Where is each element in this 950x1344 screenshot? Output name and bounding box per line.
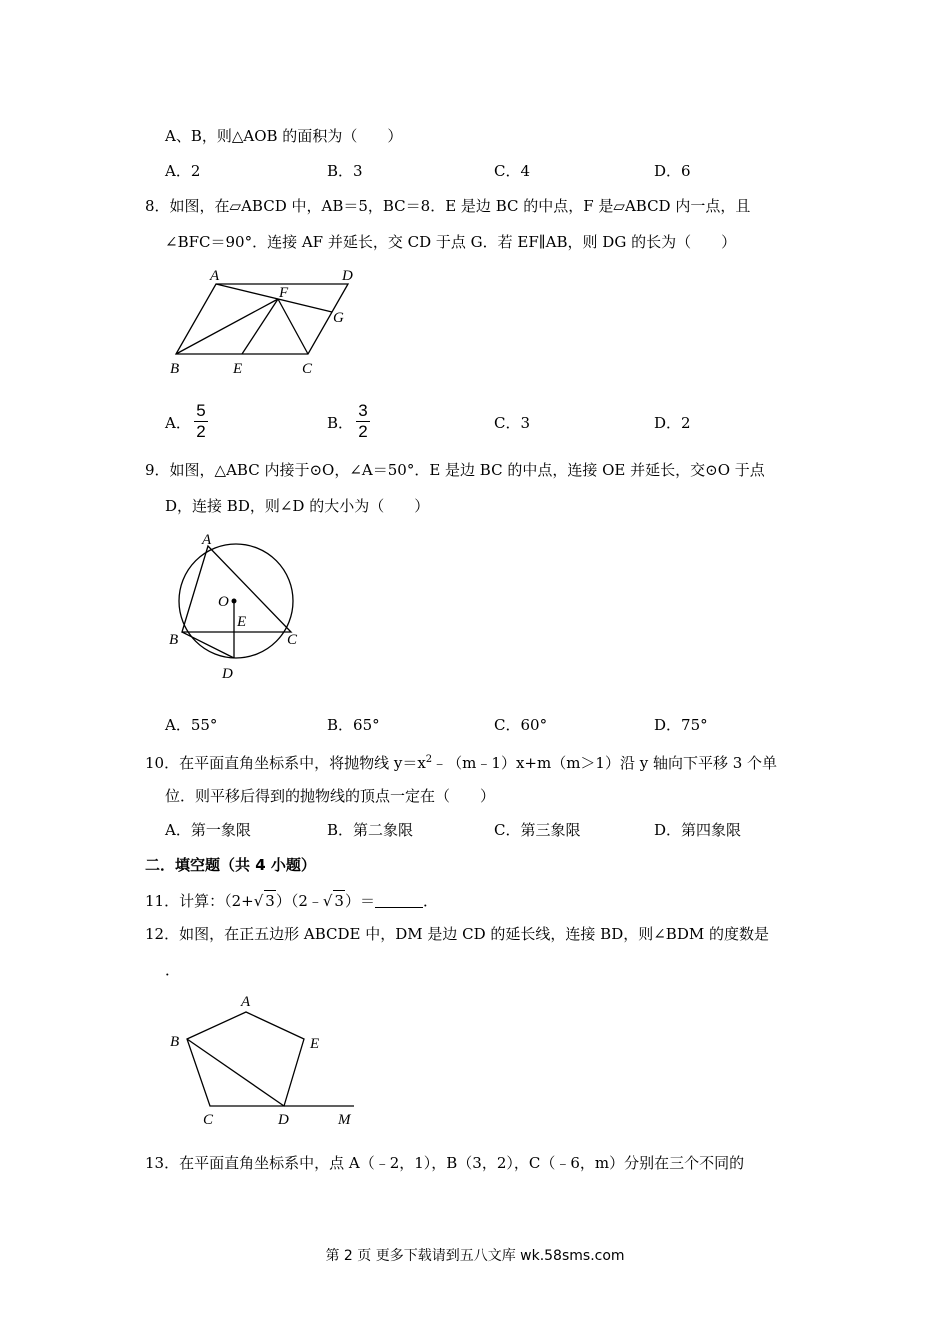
q9-label-a: A (202, 532, 212, 548)
q9-label-d: D (222, 666, 233, 682)
q8-label-a: A (210, 268, 220, 284)
q12-label-m: M (338, 1112, 351, 1128)
q9-option-d: D．75° (654, 716, 708, 734)
q7-text: A、B，则△AOB 的面积为（ ） (165, 127, 403, 145)
q10-option-b: B．第二象限 (327, 821, 414, 839)
fraction-numerator: 5 (196, 401, 206, 420)
q8-option-a-letter: A． (165, 414, 191, 432)
q10-option-a: A．第一象限 (165, 821, 251, 839)
q10-line1 (145, 750, 777, 773)
q9-label-b: B (169, 632, 179, 648)
q11-part2: ）（2﹣ (275, 892, 323, 910)
q7-option-d: D．6 (654, 162, 691, 180)
q13-line1: 13．在平面直角坐标系中，点 A（﹣2，1），B（3，2），C（﹣6，m）分别在三个不同的 (145, 1154, 745, 1172)
q8-label-b: B (170, 361, 180, 377)
fraction-denominator: 2 (196, 422, 206, 441)
q8-label-g: G (333, 310, 344, 326)
q10-line2: 位．则平移后得到的抛物线的顶点一定在（ ） (165, 787, 496, 805)
q10-option-d: D．第四象限 (654, 821, 742, 839)
q7-option-b: B．3 (327, 162, 363, 180)
page-footer: 第 2 页 更多下载请到五八文库 wk.58sms.com (325, 1248, 625, 1264)
q9-line2: D，连接 BD，则∠D 的大小为（ ） (165, 497, 430, 515)
q7-option-a: A．2 (165, 162, 201, 180)
q8-label-e: E (233, 361, 243, 377)
q7-option-c: C．4 (494, 162, 531, 180)
q8-option-b-fraction (356, 402, 370, 441)
q9-label-e: E (237, 614, 247, 630)
q11-part1: 11．计算：（2+ (145, 892, 254, 910)
sqrt-icon: √ (322, 892, 333, 910)
q11-end: ． (422, 892, 438, 910)
q8-option-a-fraction (194, 402, 208, 441)
q12-line2: ． (165, 961, 181, 979)
q10-option-c: C．第三象限 (494, 821, 581, 839)
q12-line1: 12．如图，在正五边形 ABCDE 中，DM 是边 CD 的延长线，连接 BD，则∠BDM 的度数是 (145, 925, 769, 943)
q10-exponent: 2 (425, 754, 433, 765)
q11-radicand-1: 3 (265, 892, 275, 910)
q8-parallelogram-figure (160, 262, 370, 382)
fraction-numerator: 3 (358, 401, 368, 420)
q9-option-a: A．55° (165, 716, 218, 734)
q8-line1: 8．如图，在▱ABCD 中，AB＝5，BC＝8．E 是边 BC 的中点，F 是▱ABCD 内一点，且 (145, 197, 751, 215)
q8-line2: ∠BFC＝90°．连接 AF 并延长，交 CD 于点 G．若 EF∥AB，则 DG 的长为（ ） (165, 233, 737, 251)
q12-label-b: B (170, 1034, 180, 1050)
q8-option-c: C．3 (494, 414, 531, 432)
q8-label-d: D (342, 268, 353, 284)
q12-label-a: A (241, 994, 251, 1010)
q9-line1: 9．如图，△ABC 内接于⊙O，∠A＝50°．E 是边 BC 的中点，连接 OE 并延长，交⊙O 于点 (145, 461, 765, 479)
q12-label-d: D (278, 1112, 289, 1128)
q8-option-b-letter: B． (327, 414, 354, 432)
sqrt-icon: √ (253, 892, 264, 910)
q12-label-c: C (203, 1112, 214, 1128)
q11-answer-blank[interactable] (375, 893, 423, 908)
q10-line1-part1: 10．在平面直角坐标系中，将抛物线 y＝x (145, 754, 426, 772)
q9-option-c: C．60° (494, 716, 548, 734)
fraction-denominator: 2 (358, 422, 368, 441)
q10-line1-part2: ﹣（m﹣1）x+m（m＞1）沿 y 轴向下平移 3 个单 (432, 754, 778, 772)
q8-option-d: D．2 (654, 414, 691, 432)
q8-label-c: C (302, 361, 313, 377)
q11-radicand-2: 3 (334, 892, 344, 910)
q9-label-o: O (218, 594, 229, 610)
q12-label-e: E (310, 1036, 320, 1052)
q9-option-b: B．65° (327, 716, 380, 734)
q8-label-f: F (279, 285, 289, 301)
q9-circle-figure (160, 528, 310, 688)
section-2-title: 二．填空题（共 4 小题） (145, 856, 316, 874)
q11-part3: ）＝ (344, 892, 375, 910)
q9-label-c: C (287, 632, 298, 648)
q11-line (145, 890, 438, 911)
q12-pentagon-figure (160, 990, 370, 1130)
